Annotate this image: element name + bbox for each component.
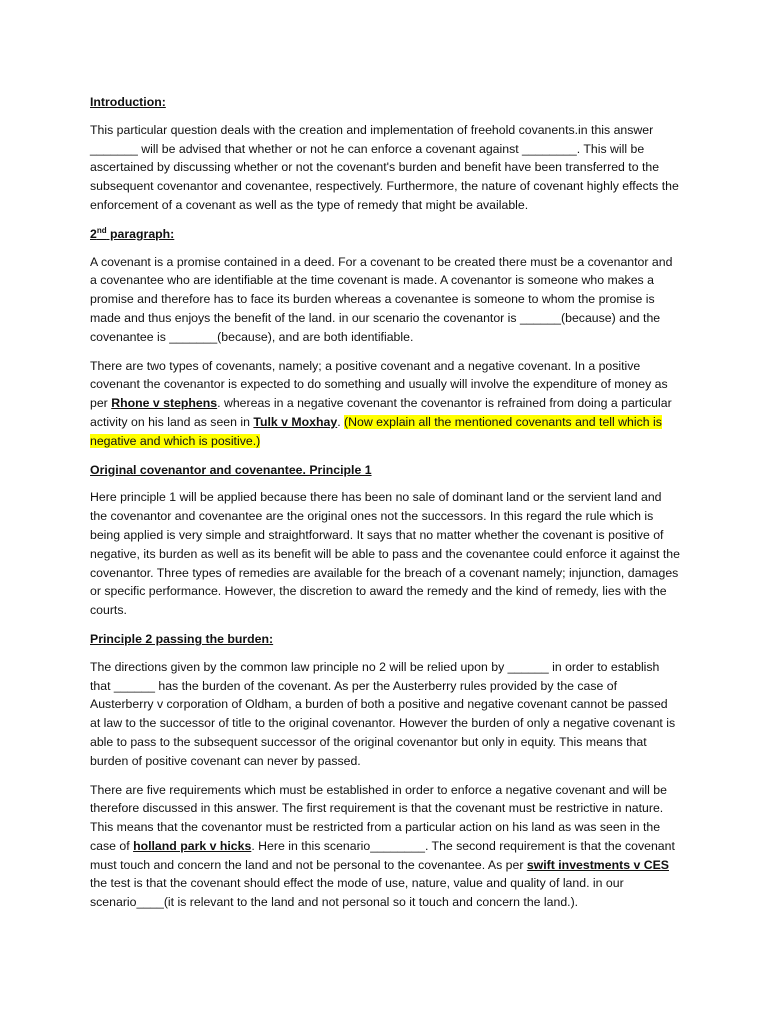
principle-2-heading: Principle 2 passing the burden: [90, 631, 274, 646]
introduction-paragraph: This particular question deals with the creation and implementation of freehold covanents.in this answer _______ will be advised that whether or not he can enforce a covenant against ________. This will be ascertained by discussing whether or not the covenant's burden and benefit have been transferred to the subsequent covenantor and covenantee, respectively. Furthermore, the nature of covenant highly effects the enforcement of a covenant as well as the type of remedy that might be available. [90, 122, 679, 212]
principle-1-paragraph: Here principle 1 will be applied because there has been no sale of dominant land or the servient land and the covenantor and covenantee are the original ones not the successors. In this regard the rule which is being applied is very simple and straightforward. It says that no matter whether the covenant is positive of negative, its burden as well as its benefit will be able to pass and the covenantee could enforce it against the covenantor. Three types of remedies are available for the breach of a covenant namely; injunction, damages or specific performance. However, the discretion to award the remedy and the kind of remedy, lies with the courts. [90, 490, 680, 618]
types-text-2: . whereas in a negative covenant the covenantor is refrained from doing a particular activity on his land as seen in [90, 396, 672, 429]
heading-superscript: nd [96, 225, 107, 235]
highlighted-note: (Now explain all the mentioned covenants and tell which is negative and which is positive.) [90, 414, 662, 448]
principle-1-heading: Original covenantor and covenantee. Principle 1 [90, 462, 372, 477]
covenant-types-paragraph [90, 357, 680, 451]
case-holland-park-v-hicks: holland park v hicks [133, 838, 252, 853]
requirements-text-1: There are five requirements which must be established in order to enforce a negative covenant and will be therefore discussed in this answer. The first requirement is that the covenant must be restrictive in nature. This means that the covenantor must be restricted from a particular action on his land as was seen in the case of [90, 782, 667, 853]
requirements-text-3: the test is that the covenant should effect the mode of use, nature, value and quality of land. in our scenario____(it is relevant to the land and not personal so it touch and concern the land.). [90, 876, 624, 910]
introduction-heading: Introduction: [90, 95, 166, 109]
requirements-text-2: . Here in this scenario________. The second requirement is that the covenant must touch and concern the land and not be personal to the covenantee. As per [90, 838, 675, 872]
case-swift-investments-v-ces: swift investments v CES [526, 857, 669, 872]
requirements-paragraph [90, 781, 680, 913]
principle-2-paragraph: The directions given by the common law principle no 2 will be relied upon by ______ in order to establish that ______ has the burden of the covenant. As per the Austerberry rules provided by the case of Austerberry v corporation of Oldham, a burden of both a positive and negative covenant cannot be passed at law to the successor of title to the original covenantor. However the burden of only a negative covenant is able to pass to the subsequent successor of the original covenantor but only in equity. This means that burden of positive covenant can never by passed. [90, 659, 676, 768]
heading-number: 2 [90, 226, 97, 241]
second-paragraph-heading [90, 225, 680, 244]
case-rhone-v-stephens: Rhone v stephens [111, 396, 218, 411]
types-text-1: There are two types of covenants, namely; a positive covenant and a negative covenant. In a positive covenant the covenantor is expected to do something and usually will involve the expenditure of money as per [90, 358, 668, 411]
heading-rest: paragraph: [106, 226, 175, 241]
types-text-3: . [337, 414, 345, 429]
case-tulk-v-moxhay: Tulk v Moxhay [253, 414, 338, 429]
covenant-definition-paragraph: A covenant is a promise contained in a deed. For a covenant to be created there must be a covenantor and a covenantee who are identifiable at the time covenant is made. A covenantor is someone who makes a promise and therefore has to face its burden whereas a covenantee is someone to whom the promise is made and thus enjoys the benefit of the land. in our scenario the covenantor is ______(because) and the covenantee is _______(because), and are both identifiable. [90, 254, 673, 344]
